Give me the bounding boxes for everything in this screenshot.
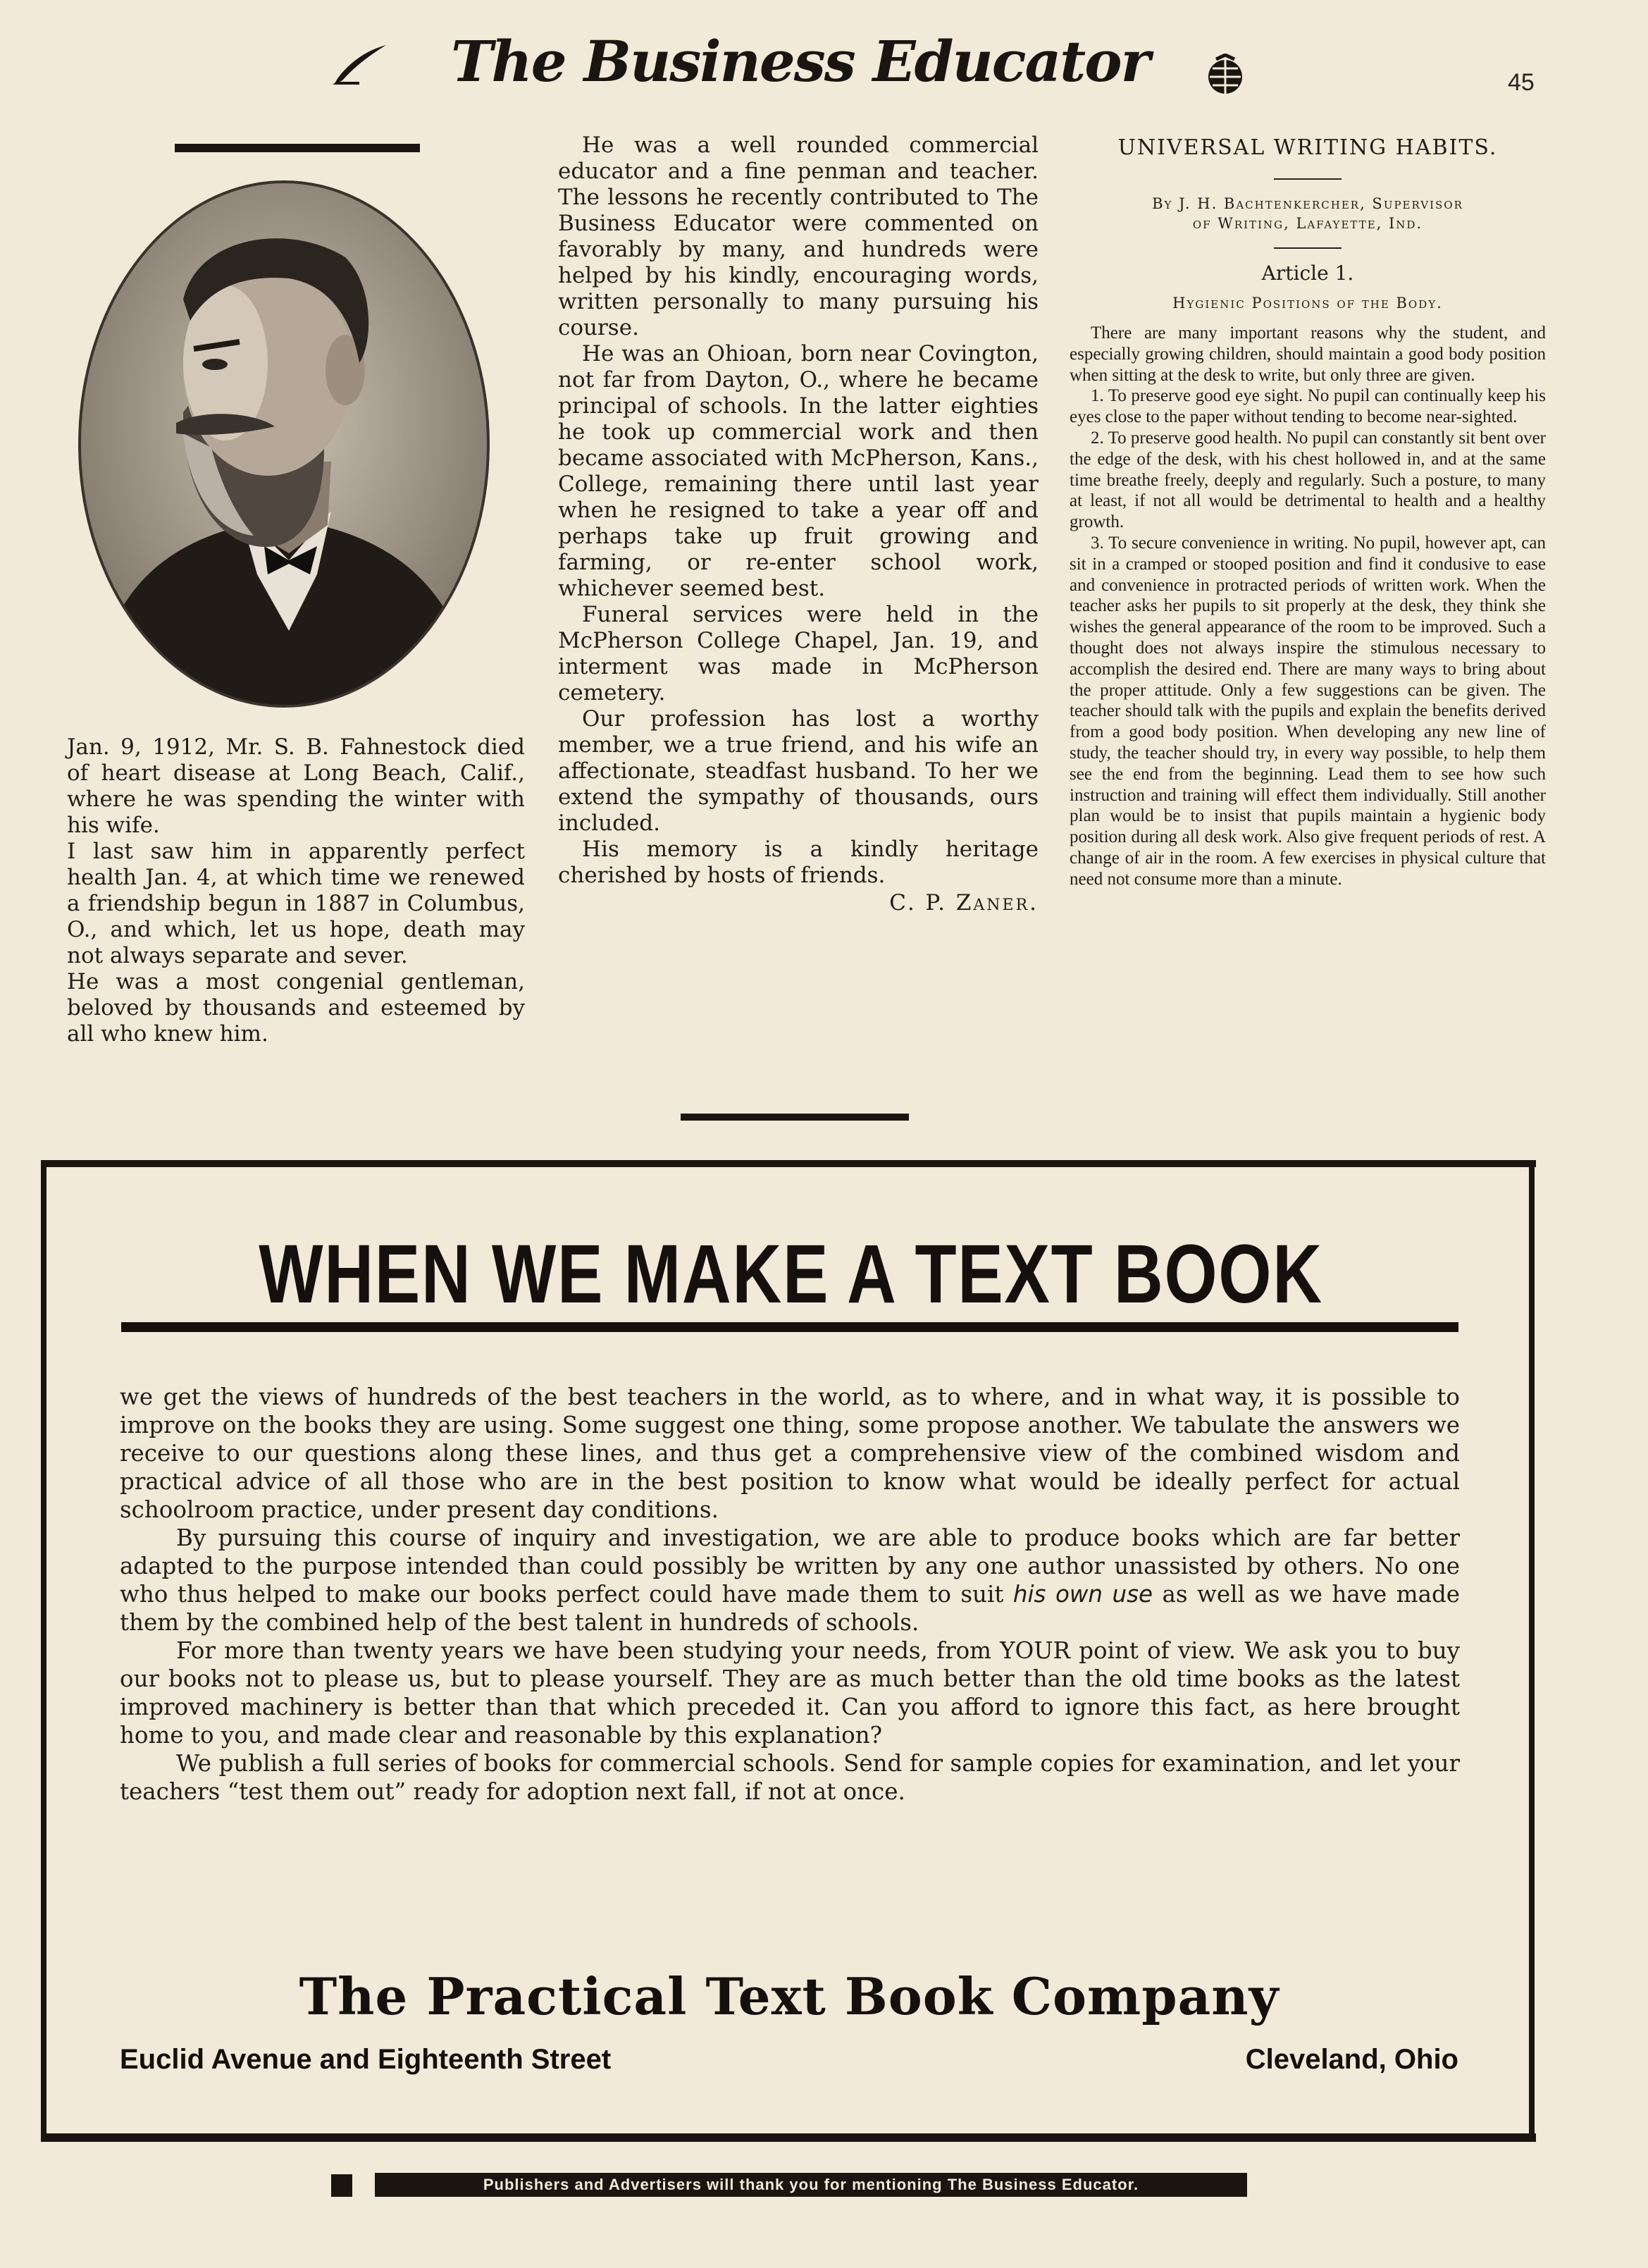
masthead-title: The Business Educator xyxy=(451,28,1149,94)
obituary-paragraph: He was a most congenial gentleman, beloved by thousands and esteemed by all who knew him. xyxy=(67,969,525,1047)
ad-border-right xyxy=(1529,1160,1535,2142)
obituary-paragraph: Funeral services were held in the McPherson College Chapel, Jan. 19, and interment was made in McPherson cemetery. xyxy=(558,602,1039,705)
article-title: UNIVERSAL WRITING HABITS. xyxy=(1117,135,1498,160)
ad-border-left xyxy=(41,1160,47,2142)
article-subtitle: Hygienic Positions of the Body. xyxy=(1172,295,1443,312)
divider xyxy=(1274,178,1342,180)
ad-headline-rule xyxy=(121,1322,1458,1332)
globe-emblem-icon xyxy=(1203,54,1247,97)
article-paragraph: 2. To preserve good health. No pupil can constantly sit bent over the edge of the desk, with his chest hollowed in, and at the same time breathe freely, deeply and regularly. Such a posture, to many at least, if not all would be detrimental to health and a healthy growth. xyxy=(1070,428,1546,532)
ad-border-top xyxy=(41,1160,1536,1167)
article-column xyxy=(1070,135,1546,890)
obituary-paragraph: His memory is a kindly heritage cherished by hosts of friends. xyxy=(558,837,1039,888)
ad-body xyxy=(120,1383,1460,1806)
ad-city: Cleveland, Ohio xyxy=(1245,2044,1458,2075)
footer-ornament xyxy=(1227,2173,1247,2197)
article-number: Article 1. xyxy=(1261,261,1354,285)
ad-paragraph: For more than twenty years we have been studying your needs, from YOUR point of view. We ask you to buy our books not to please us, but to please yourself. They are as much better than the old time books as the latest improved machinery is better than that which preceded it. Can you afford to ignore this fact, as here brought home to you, and made clear and reasonable by this explanation? xyxy=(120,1637,1460,1749)
obituary-paragraph: I last saw him in apparently perfect health Jan. 4, at which time we renewed a friendship begun in 1887 in Columbus, O., and which, let us hope, death may not always separate and sever. xyxy=(67,839,525,968)
ad-address: Euclid Avenue and Eighteenth Street xyxy=(120,2044,612,2075)
obituary-paragraph: Our profession has lost a worthy member, we a true friend, and his wife an affectionate, steadfast husband. To her we extend the sympathy of thousands, ours included. xyxy=(558,706,1039,836)
article-body xyxy=(1070,323,1546,890)
obituary-column-1 xyxy=(67,734,525,1047)
byline-line: of Writing, Lafayette, Ind. xyxy=(1192,215,1423,232)
footer-banner: Publishers and Advertisers will thank you for mentioning The Business Educator. xyxy=(375,2173,1247,2197)
ad-paragraph xyxy=(120,1524,1460,1637)
obituary-column-2 xyxy=(558,132,1039,916)
ad-company-name: The Practical Text Book Company xyxy=(299,1966,1280,2026)
ad-text: By pursuing this course of inquiry and investigation, we are able to produce books which are far better adapted to the purpose intended than could possibly be written by any one author unassisted by others. No one who thus helped to make our books perfect could have made them to suit xyxy=(120,1524,1460,1608)
page-number: 45 xyxy=(1508,69,1535,96)
section-rule xyxy=(175,144,420,152)
divider xyxy=(1274,247,1342,249)
section-rule xyxy=(681,1114,909,1121)
article-byline xyxy=(1070,194,1546,233)
portrait-image xyxy=(78,180,490,708)
article-paragraph: 1. To preserve good eye sight. No pupil can continually keep his eyes close to the paper without tending to become near-sighted. xyxy=(1070,386,1546,427)
ad-headline: WHEN WE MAKE A TEXT BOOK xyxy=(259,1228,1323,1321)
obituary-paragraph: He was a well rounded commercial educator and a fine penman and teacher. The lessons he recently contributed to The Business Educator were commented on favorably by many, and hundreds were helped by his kindly, encouraging words, written personally to many pursuing his course. xyxy=(558,132,1039,340)
ad-text: as well as we have made them by the combined help of the best talent in hundreds of schools. xyxy=(120,1581,1460,1636)
quill-pen-icon xyxy=(331,44,388,86)
byline-line: By J. H. Bachtenkercher, Supervisor xyxy=(1152,195,1463,212)
ad-border-bottom xyxy=(41,2133,1536,2142)
obituary-signature: C. P. Zaner. xyxy=(889,890,1039,916)
ad-emphasis: his own use xyxy=(1012,1581,1153,1608)
obituary-paragraph: He was an Ohioan, born near Covington, not far from Dayton, O., where he became principal of schools. In the latter eighties he took up commercial work and then became associated with McPherson, Kans., College, remaining there until last year when he resigned to take a year off and perhaps take up fruit growing and farming, or re-enter school work, whichever seemed best. xyxy=(558,341,1039,601)
article-paragraph: 3. To secure convenience in writing. No pupil, however apt, can sit in a cramped or stooped position and find it condusive to ease and convenience in protracted periods of written work. When the teacher asks her pupils to sit properly at the desk, they think she wishes the general appearance of the room to be improved. Such a thought does not always inspire the stimulous necessary to accomplish the desired end. There are many ways to bring about the proper attitude. Only a few suggestions can be given. The teacher should talk with the pupils and explain the benefits derived from a good body position. When developing any new line of study, the teacher should try, in every way possible, to help them see the end from the beginning. Lead them to see how such instruction and training will effect them individually. Still another plan would be to insist that pupils maintain a hygienic body position during all desk work. Also give frequent periods of rest. A change of air in the room. A few exercises in physical culture that need not consume more than a minute. xyxy=(1070,533,1546,889)
article-paragraph: There are many important reasons why the student, and especially growing children, should maintain a good body position when sitting at the desk to write, but only three are given. xyxy=(1070,323,1546,385)
obituary-paragraph: Jan. 9, 1912, Mr. S. B. Fahnestock died of heart disease at Long Beach, Calif., where he was spending the winter with his wife. xyxy=(67,734,525,838)
footer-ornament xyxy=(331,2174,352,2197)
ad-paragraph: we get the views of hundreds of the best teachers in the world, as to where, and in what way, it is possible to improve on the books they are using. Some suggest one thing, some propose another. We tabulate the answers we receive to our questions along these lines, and thus get a comprehensive view of the combined wisdom and practical advice of all those who are in the best position to know what would be ideally perfect for actual schoolroom practice, under present day conditions. xyxy=(120,1383,1460,1523)
ad-paragraph: We publish a full series of books for commercial schools. Send for sample copies for examination, and let your teachers “test them out” ready for adoption next fall, if not at once. xyxy=(120,1750,1460,1805)
